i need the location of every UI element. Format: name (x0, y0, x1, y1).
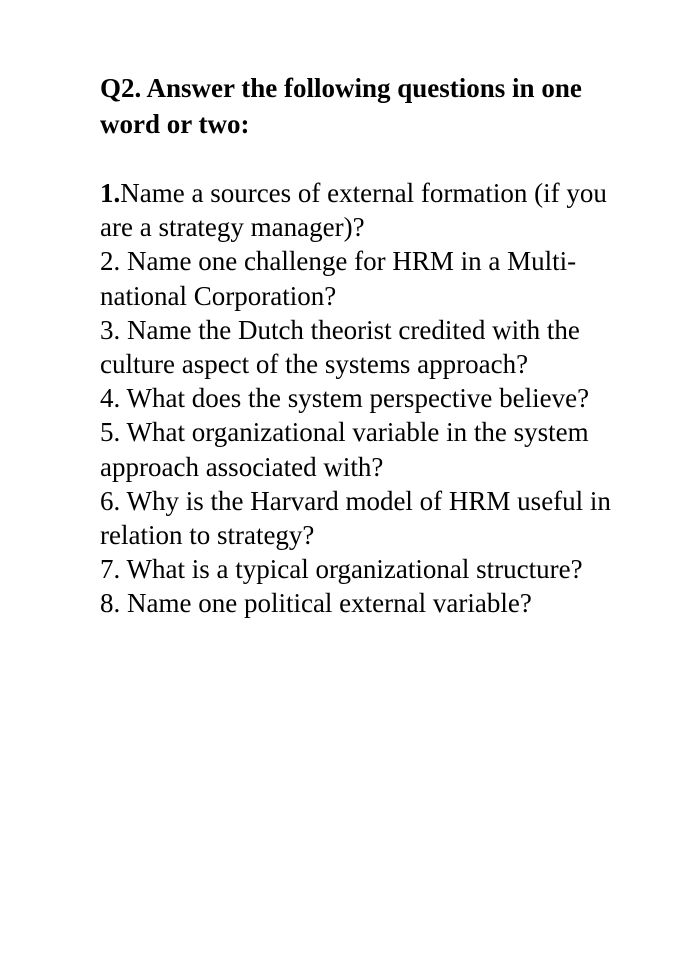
question-text: Why is the Harvard model of HRM useful in relation to strategy? (100, 485, 611, 551)
question-text: Name the Dutch theorist credited with the culture aspect of the systems approach? (100, 314, 580, 380)
question-text: What does the system perspective believe? (120, 383, 590, 414)
question-list (100, 176, 620, 621)
question-number: 4. (100, 383, 121, 414)
question-item (100, 484, 620, 552)
question-number: 6. (100, 485, 121, 516)
question-text: Name one political external variable? (120, 588, 532, 619)
document-page (100, 70, 620, 621)
question-item (100, 313, 620, 381)
question-number: 7. (100, 554, 121, 585)
question-number: 2. (100, 246, 121, 277)
section-heading: Q2. Answer the following questions in one word or two: (100, 73, 582, 139)
question-item (100, 586, 620, 620)
spacer (100, 142, 620, 176)
question-number: 8. (100, 588, 121, 619)
question-item (100, 176, 620, 244)
question-number: 1. (100, 178, 121, 208)
question-text: Name one challenge for HRM in a Multi-national Corporation? (100, 246, 577, 311)
question-item (100, 244, 620, 312)
question-text: What organizational variable in the system approach associated with? (100, 417, 589, 482)
question-text: Name a sources of external formation (if you are a strategy manager)? (100, 178, 607, 243)
question-text: What is a typical organizational structure? (120, 554, 583, 585)
question-number: 5. (100, 417, 121, 448)
question-item (100, 415, 620, 483)
question-item (100, 381, 620, 415)
question-number: 3. (100, 314, 121, 345)
question-item (100, 552, 620, 586)
